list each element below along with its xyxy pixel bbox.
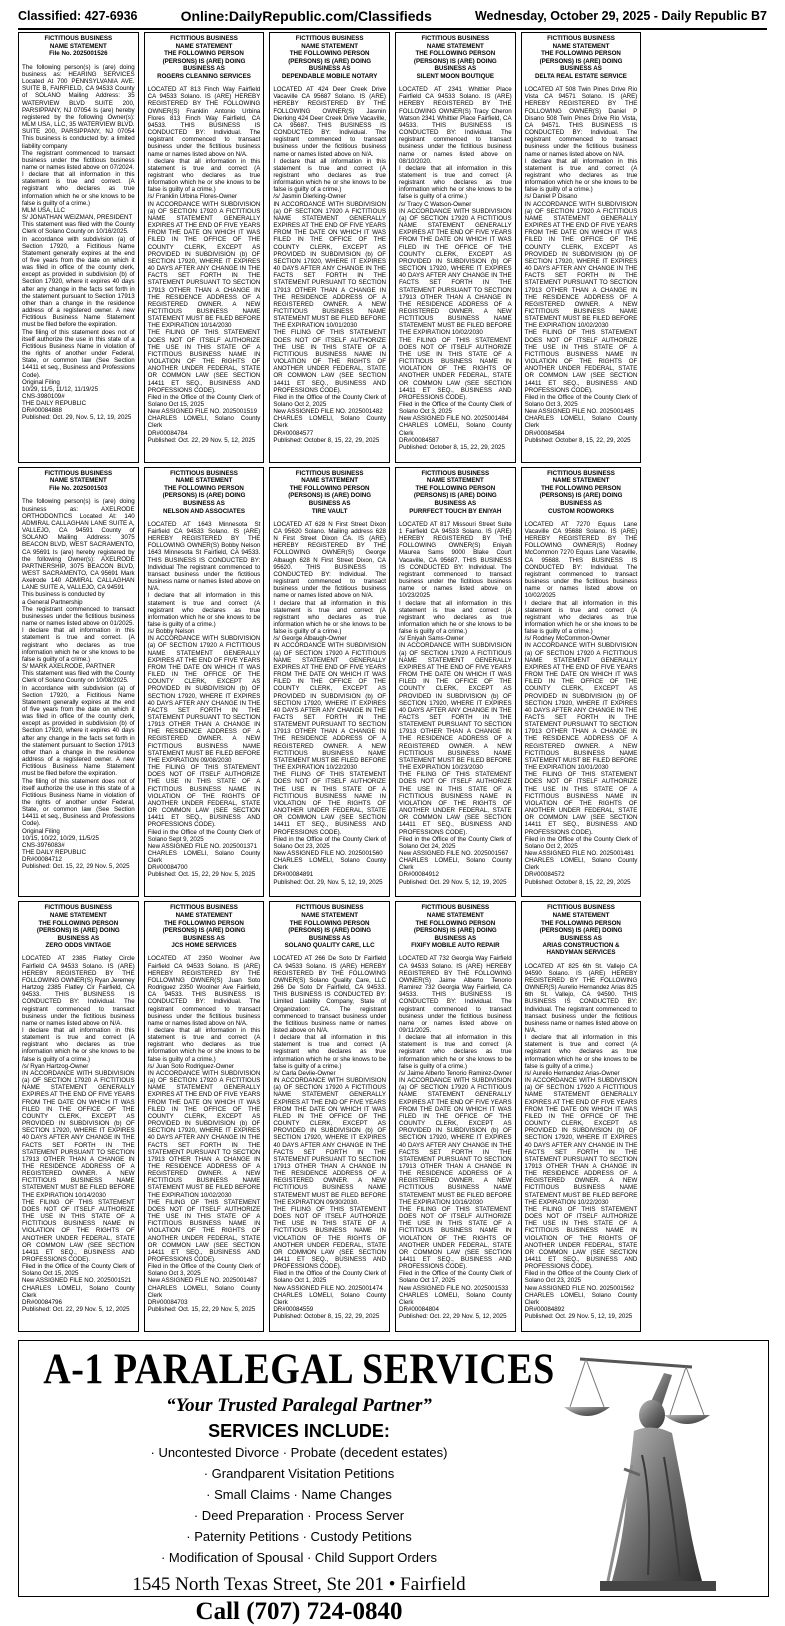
- notice-business-name: TIRE VAULT: [311, 507, 348, 515]
- notice-heading: THE FOLLOWING PERSON (PERSONS) IS (ARE) DOING BUSINESS AS: [413, 50, 497, 73]
- notice-business-name: SOLANO QUALITY CARE, LLC: [284, 942, 375, 950]
- ad-phone[interactable]: Call (707) 724-0840: [195, 1598, 403, 1625]
- notice-body: LOCATED AT 825 6th St. Vallejo CA 94590 Solano. IS (ARE) HEREBY REGISTERED BY THE FOLLOWING OWNER(S) Aurelio Hernandez Arias 825 6th St. Vallejo, CA 94590. THIS BUSINESS IS CONDUCTED BY: Individual. The registrant commenced to transact business under the fictitious business name or names listed above on N/A. I declare that all information in this statement is true and correct (A registrant who declares as true information which he or she knows to be false is guilty of a crime.) /s/ Aurelio Hernandez Arias-Owner IN ACCORDANCE WITH SUBDIVISION (a) OF SECTION 17920 A FICTITIOUS NAME STATEMENT GENERALLY EXPIRES AT THE END OF FIVE YEARS FROM THE DATE ON WHICH IT WAS FILED IN THE OFFICE OF THE COUNTY CLERK, EXCEPT AS PROVIDED IN SUBDIVISION (b) OF SECTION 17920, WHERE IT EXPIRES 40 DAYS AFTER ANY CHANGE IN THE FACTS SET FORTH IN THE STATEMENT PURSUANT TO SECTION 17913 OTHER THAN A CHANGE IN THE RESIDENCE ADDRESS OF A REGISTERED OWNER. A NEW FICTITIOUS BUSINESS NAME STATEMENT MUST BE FILED BEFORE THE EXPIRATION 10/22/2030 THE FILING OF THIS STATEMENT DOES NOT OF ITSELF AUTHORIZE THE USE IN THIS STATE OF A FICTITIOUS BUSINESS NAME IN VIOLATION OF THE RIGHTS OF ANOTHER UNDER FEDERAL, STATE OR COMMON LAW (SEE SECTION 14411 ET SEQ., BUSINESS AND PROFESSIONS CODE). Filed in the Office of the County Clerk of Solano Oct 23, 2025 New ASSIGNED FILE NO. 2025001562 CHARLES LOMELI, Solano County Clerk DR#00084892 Published: Oct. 29 Nov. 5, 12, 19, 2025: [524, 962, 638, 1321]
- notice-heading: FICTITIOUS BUSINESS: [44, 469, 113, 477]
- notice-heading: NAME STATEMENT: [301, 911, 359, 919]
- notice-body: LOCATED AT 424 Deer Creek Drive Vacaville CA 95687 Solano. IS (ARE) HEREBY REGISTERED BY THE FOLLOWING OWNER(S) Jasmin Dierking 424 Deer Creek Drive Vacaville, CA 95687. THIS BUSINESS IS CONDUCTED BY: Individual. The registrant commenced to transact business under the fictitious business name or names listed above on N/A. I declare that all information in this statement is true and correct (A registrant who declares as true information which he or she knows to be false is guilty of a crime.) /s/ Jasmin Dierking-Owner IN ACCORDANCE WITH SUBDIVISION (a) OF SECTION 17920 A FICTITIOUS NAME STATEMENT GENERALLY EXPIRES AT THE END OF FIVE YEARS FROM THE DATE ON WHICH IT WAS FILED IN THE OFFICE OF THE COUNTY CLERK, EXCEPT AS PROVIDED IN SUBDIVISION (b) OF SECTION 17920, WHERE IT EXPIRES 40 DAYS AFTER ANY CHANGE IN THE FACTS SET FORTH IN THE STATEMENT PURSUANT TO SECTION 17913 OTHER THAN A CHANGE IN THE RESIDENCE ADDRESS OF A REGISTERED OWNER. A NEW FICTITIOUS BUSINESS NAME STATEMENT MUST BE FILED BEFORE THE EXPIRATION 10/01/2030 THE FILING OF THIS STATEMENT DOES NOT OF ITSELF AUTHORIZE THE USE IN THIS STATE OF A FICTITIOUS BUSINESS NAME IN VIOLATION OF THE RIGHTS OF ANOTHER UNDER FEDERAL, STATE OR COMMON LAW (SEE SECTION 14411 ET SEQ., BUSINESS AND PROFESSIONS CODE). Filed in the Office of the County Clerk of Solano Oct 2, 2025 New ASSIGNED FILE NO. 2025001482 CHARLES LOMELI, Solano County Clerk DR#00084577 Published: October 8, 15, 22, 29, 2025: [273, 86, 386, 444]
- notice-business-name: ROGERS CLEANING SERVICES: [157, 72, 251, 80]
- ad-services-list: [19, 1442, 579, 1568]
- classified-phone: Classified: 427-6936: [18, 9, 138, 23]
- legal-notice: [144, 32, 265, 463]
- legal-notice: [269, 467, 390, 898]
- legal-notice: [395, 467, 516, 898]
- page-header: [18, 4, 767, 30]
- notice-heading: FICTITIOUS BUSINESS: [170, 469, 238, 477]
- ad-title: A-1 PARALEGAL SERVICES: [43, 1344, 555, 1394]
- notices-grid: [18, 32, 767, 1332]
- notice-heading: FICTITIOUS BUSINESS: [44, 35, 113, 42]
- notice-heading: NAME STATEMENT: [49, 911, 107, 919]
- notice-body: LOCATED AT 813 Finch Way Fairfield CA 94533 Solano. IS (ARE) HEREBY REGISTERED BY THE FOLLOWING OWNER(S) Franklin Antonio Urbina Flores 813 Finch Way Fairfield, CA 94533. THIS BUSINESS IS CONDUCTED BY: Individual. The registrant commenced to transact business under the fictitious business name or names listed above on N/A. I declare that all information in this statement is true and correct (A registrant who declares as true information which he or she knows to be false is guilty of a crime.) /s/ Franklin Urbina Flores-Owner IN ACCORDANCE WITH SUBDIVISION (a) OF SECTION 17920 A FICTITIOUS NAME STATEMENT GENERALLY EXPIRES AT THE END OF FIVE YEARS FROM THE DATE ON WHICH IT WAS FILED IN THE OFFICE OF THE COUNTY CLERK, EXCEPT AS PROVIDED IN SUBDIVISION (b) OF SECTION 17920, WHERE IT EXPIRES 40 DAYS AFTER ANY CHANGE IN THE FACTS SET FORTH IN THE STATEMENT PURSUANT TO SECTION 17913 OTHER THAN A CHANGE IN THE RESIDENCE ADDRESS OF A REGISTERED OWNER. A NEW FICTITIOUS BUSINESS NAME STATEMENT MUST BE FILED BEFORE THE EXPIRATION 10/14/2030 THE FILING OF THIS STATEMENT DOES NOT OF ITSELF AUTHORIZE THE USE IN THIS STATE OF A FICTITIOUS BUSINESS NAME IN VIOLATION OF THE RIGHTS OF ANOTHER UNDER FEDERAL, STATE OR COMMON LAW (SEE SECTION 14411 ET SEQ., BUSINESS AND PROFESSIONS CODE). Filed in the Office of the County Clerk of Solano Oct 15, 2025 New ASSIGNED FILE NO. 2025001519 CHARLES LOMELI, Solano County Clerk DR#00084784 Published: Oct. 22, 29 Nov. 5, 12, 2025: [147, 86, 261, 444]
- legal-notice: [521, 901, 642, 1332]
- notice-heading: FICTITIOUS BUSINESS: [547, 469, 615, 477]
- legal-notice: [521, 32, 642, 463]
- notice-body: The following person(s) is (are) doing business as: AXELRODE ORTHODONTICS Located At: 140 ADMIRAL CALLAGHAN LANE SUITE A, VALLEJO, CA 94591 County of SOLANO Mailing Address: 3075 BEACON BLVD, WEST SACRAMENTO, CA 95691 Is (are) hereby registered by the following Owner(s): AXELRODE PARTNERSHIP, 3075 BEACON BLVD, WEST SACRAMENTO, CA 95691 Mark Axelrode 140 ADMIRAL CALLAGHAN LANE SUITE A, VALLEJO, CA 94591 This business is conducted by a General Partnership The registrant commenced to transact businesses under the fictitious business name or names listed above on 01/2025. I declare that all information in this statement is true and correct. (A registrant who declares as true information which he or she knows to be false is guilty of a crime.) S/ MARK AXELRODE, PARTNER This statement was filed with the County Clerk of Solano County on 10/08/2025. In accordance with subdivision (a) of Section 17920, a Fictitious Name Statement generally expires at the end of five years from the date on which it was filed in office of the county clerk, except as provided in subdivision (b) of Section 17920, where it expires 40 days after any change in the facts set forth in the statement pursuant to Section 17913 other than a change in the residence address of a registered owner. A new Fictitious Business Name Statement must be filed before the expiration. The filing of this statement does not of itself authorize the use in this state of a Fictitious Business Name in violation of the rights of another under Federal, State, or common law (See Section 14411 et seq., Business and Professions Code). Original Filing 10/15, 10/22, 10/29, 11/5/25 CNS-3976083# THE DAILY REPUBLIC DR#00084712 Published: Oct. 15, 22, 29 Nov. 5, 2025: [22, 498, 135, 871]
- notice-business-name: JCS HOME SERVICES: [171, 942, 237, 950]
- notice-heading: NAME STATEMENT: [301, 477, 359, 485]
- notice-heading: THE FOLLOWING PERSON (PERSONS) IS (ARE) DOING BUSINESS AS: [162, 50, 246, 73]
- legal-notice: [395, 32, 516, 463]
- notice-business-name: DEPENDABLE MOBILE NOTARY: [281, 72, 378, 80]
- legal-notice: [521, 467, 642, 898]
- legal-notice: [269, 32, 390, 463]
- paralegal-ad: [18, 1340, 769, 1625]
- ad-service-line: · Grandparent Visitation Petitions: [203, 1466, 395, 1481]
- notice-heading: FICTITIOUS BUSINESS: [421, 904, 490, 912]
- ad-text-block: [19, 1344, 579, 1626]
- notice-body: LOCATED AT 2350 Woolner Ave Fairfield CA 94533 Solano. IS (ARE) HEREBY REGISTERED BY THE FOLLOWING OWNER(S) Juan Soto Rodriguez 2350 Woolner Ave Fairfield, CA 94533. THIS BUSINESS IS CONDUCTED BY: Individual. The registrant commenced to transact business under the fictitious business name or names listed above on N/A. I declare that all information in this statement is true and correct (A registrant who declares as true information which he or she knows to be false is guilty of a crime.) /s/ Juan Soto Rodriguez-Owner IN ACCORDANCE WITH SUBDIVISION (a) OF SECTION 17920 A FICTITIOUS NAME STATEMENT GENERALLY EXPIRES AT THE END OF FIVE YEARS FROM THE DATE ON WHICH IT WAS FILED IN THE OFFICE OF THE COUNTY CLERK, EXCEPT AS PROVIDED IN SUBDIVISION (b) OF SECTION 17920, WHERE IT EXPIRES 40 DAYS AFTER ANY CHANGE IN THE FACTS SET FORTH IN THE STATEMENT PURSUANT TO SECTION 17913 OTHER THAN A CHANGE IN THE RESIDENCE ADDRESS OF A REGISTERED OWNER. A NEW FICTITIOUS BUSINESS NAME STATEMENT MUST BE FILED BEFORE THE EXPIRATION 10/02/2030 THE FILING OF THIS STATEMENT DOES NOT OF ITSELF AUTHORIZE THE USE IN THIS STATE OF A FICTITIOUS BUSINESS NAME IN VIOLATION OF THE RIGHTS OF ANOTHER UNDER FEDERAL, STATE OR COMMON LAW (SEE SECTION 14411 ET SEQ., BUSINESS AND PROFESSIONS CODE). Filed in the Office of the County Clerk of Solano Oct 3, 2025 New ASSIGNED FILE NO. 2025001487 CHARLES LOMELI, Solano County Clerk DR#00084703 Published: Oct. 15, 22, 29 Nov. 5, 2025: [147, 955, 261, 1314]
- notice-heading: NAME STATEMENT: [552, 42, 610, 50]
- notice-heading: NAME STATEMENT: [301, 42, 359, 50]
- notice-heading: NAME STATEMENT: [552, 911, 610, 919]
- notice-business-name: CUSTOM RODWORKS: [548, 507, 614, 515]
- ad-service-line: · Modification of Spousal · Child Support Orders: [160, 1550, 437, 1565]
- ad-tagline: “Your Trusted Paralegal Partner”: [166, 1395, 432, 1416]
- notice-business-name: ARIAS CONSTRUCTION & HANDYMAN SERVICES: [542, 942, 620, 957]
- notice-body: LOCATED AT 266 De Soto Dr Fairfield CA 94533 Solano. IS (ARE) HEREBY REGISTERED BY THE FOLLOWING OWNER(S) Solano Quality Care, LLC 266 De Soto Dr Fairfield, CA 94533. THIS BUSINESS IS CONDUCTED BY: Limited Liability Company, State of Organization: CA. The registrant commenced to transact business under the fictitious business name or names listed above on N/A. I declare that all information in this statement is true and correct (A registrant who declares as true information which he or she knows to be false is guilty of a crime.) /s/ Carla Devlie-Owner IN ACCORDANCE WITH SUBDIVISION (a) OF SECTION 17920 A FICTITIOUS NAME STATEMENT GENERALLY EXPIRES AT THE END OF FIVE YEARS FROM THE DATE ON WHICH IT WAS FILED IN THE OFFICE OF THE COUNTY CLERK, EXCEPT AS PROVIDED IN SUBDIVISION (b) OF SECTION 17920, WHERE IT EXPIRES 40 DAYS AFTER ANY CHANGE IN THE FACTS SET FORTH IN THE STATEMENT PURSUANT TO SECTION 17913 OTHER THAN A CHANGE IN THE RESIDENCE ADDRESS OF A REGISTERED OWNER. A NEW FICTITIOUS BUSINESS NAME STATEMENT MUST BE FILED BEFORE THE EXPIRATION 09/30/2030. THE FILING OF THIS STATEMENT DOES NOT OF ITSELF AUTHORIZE THE USE IN THIS STATE OF A FICTITIOUS BUSINESS NAME IN VIOLATION OF THE RIGHTS OF ANOTHER UNDER FEDERAL, STATE OR COMMON LAW (SEE SECTION 14411 ET SEQ., BUSINESS AND PROFESSIONS CODE). Filed in the Office of the County Clerk of Solano Oct 1, 2025 New ASSIGNED FILE NO. 2025001474 CHARLES LOMELI, Solano County Clerk DR#00084559 Published: October 8, 15, 22, 29, 2025: [273, 955, 386, 1321]
- notice-business-name: SILENT MOON BOUTIQUE: [416, 72, 494, 80]
- notice-heading: NAME STATEMENT: [426, 42, 484, 50]
- notice-heading: FICTITIOUS BUSINESS: [295, 904, 364, 912]
- notice-heading: FICTITIOUS BUSINESS: [421, 35, 490, 42]
- notice-body: LOCATED AT 628 N First Street Dixon CA 95620 Solano. Mailing address 628 N First Street Dixon CA. IS (ARE) HEREBY REGISTERED BY THE FOLLOWING OWNER(S) George Albaugh 628 N First Street Dixon, CA 95620. THIS BUSINESS IS CONDUCTED BY: Individual. The registrant commenced to transact business under the fictitious business name or names listed above on N/A. I declare that all information in this statement is true and correct (A registrant who declares as true information which he or she knows to be false is guilty of a crime.) /s/ George Albaugh-Owner IN ACCORDANCE WITH SUBDIVISION (a) OF SECTION 17920 A FICTITIOUS NAME STATEMENT GENERALLY EXPIRES AT THE END OF FIVE YEARS FROM THE DATE ON WHICH IT WAS FILED IN THE OFFICE OF THE COUNTY CLERK, EXCEPT AS PROVIDED IN SUBDIVISION (b) OF SECTION 17920, WHERE IT EXPIRES 40 DAYS AFTER ANY CHANGE IN THE FACTS SET FORTH IN THE STATEMENT PURSUANT TO SECTION 17913 OTHER THAN A CHANGE IN THE RESIDENCE ADDRESS OF A REGISTERED OWNER. A NEW FICTITIOUS BUSINESS NAME STATEMENT MUST BE FILED BEFORE THE EXPIRATION 10/22/2030 THE FILING OF THIS STATEMENT DOES NOT OF ITSELF AUTHORIZE THE USE IN THIS STATE OF A FICTITIOUS BUSINESS NAME IN VIOLATION OF THE RIGHTS OF ANOTHER UNDER FEDERAL, STATE OR COMMON LAW (SEE SECTION 14411 ET SEQ., BUSINESS AND PROFESSIONS CODE). Filed in the Office of the County Clerk of Solano Oct 23, 2025 New ASSIGNED FILE NO. 2025001560 CHARLES LOMELI, Solano County Clerk DR#00084891 Published: Oct. 29, Nov. 5, 12, 19, 2025: [273, 520, 386, 886]
- notice-body: LOCATED AT 732 Georgia Way Fairfield CA 94533 Solano. IS (ARE) HEREBY REGISTERED BY THE FOLLOWING OWNER(S) Jaime Alberto Tenorio Ramirez 732 Georgia Way Fairfield, CA 94533. THIS BUSINESS IS CONDUCTED BY: Individual. The registrant commenced to transact business under the fictitious business name or names listed above on 09/11/2025. I declare that all information in this statement is true and correct (A registrant who declares as true information which he or she knows to be false is guilty of a crime.) /s/ Jaime Alberto Tenorio Ramirez-Owner IN ACCORDANCE WITH SUBDIVISION (a) OF SECTION 17920 A FICTITIOUS NAME STATEMENT GENERALLY EXPIRES AT THE END OF FIVE YEARS FROM THE DATE ON WHICH IT WAS FILED IN THE OFFICE OF THE COUNTY CLERK, EXCEPT AS PROVIDED IN SUBDIVISION (b) OF SECTION 17920, WHERE IT EXPIRES 40 DAYS AFTER ANY CHANGE IN THE FACTS SET FORTH IN THE STATEMENT PURSUANT TO SECTION 17913 OTHER THAN A CHANGE IN THE RESIDENCE ADDRESS OF A REGISTERED OWNER. A NEW FICTITIOUS BUSINESS NAME STATEMENT MUST BE FILED BEFORE THE EXPIRATION 10/16/2030 THE FILING OF THIS STATEMENT DOES NOT OF ITSELF AUTHORIZE THE USE IN THIS STATE OF A FICTITIOUS BUSINESS NAME IN VIOLATION OF THE RIGHTS OF ANOTHER UNDER FEDERAL, STATE OR COMMON LAW (SEE SECTION 14411 ET SEQ., BUSINESS AND PROFESSIONS CODE). Filed in the Office of the County Clerk of Solano Oct 17, 2025 New ASSIGNED FILE NO. 2025001533 CHARLES LOMELI, Solano County Clerk DR#00084804 Published: Oct. 22, 29 Nov. 5, 12, 2025: [398, 955, 512, 1321]
- notice-body: LOCATED AT 2385 Flatley Circle Fairfield CA 94533 Solano. IS (ARE) HEREBY REGISTERED BY THE FOLLOWING OWNER(S) Ryan Jeremey Hartzog 2385 Flatley Cir Fairfield, CA 94533. THIS BUSINESS IS CONDUCTED BY: Individual. The registrant commenced to transact business under the fictitious business name or names listed above on N/A. I declare that all information in this statement is true and correct (A registrant who declares as true information which he or she knows to be false is guilty of a crime.) /s/ Ryan Hartzog-Owner IN ACCORDANCE WITH SUBDIVISION (a) OF SECTION 17920 A FICTITIOUS NAME STATEMENT GENERALLY EXPIRES AT THE END OF FIVE YEARS FROM THE DATE ON WHICH IT WAS FILED IN THE OFFICE OF THE COUNTY CLERK, EXCEPT AS PROVIDED IN SUBDIVISION (b) OF SECTION 17920, WHERE IT EXPIRES 40 DAYS AFTER ANY CHANGE IN THE FACTS SET FORTH IN THE STATEMENT PURSUANT TO SECTION 17913 OTHER THAN A CHANGE IN THE RESIDENCE ADDRESS OF A REGISTERED OWNER. A NEW FICTITIOUS BUSINESS NAME STATEMENT MUST BE FILED BEFORE THE EXPIRATION 10/14/2030 THE FILING OF THIS STATEMENT DOES NOT OF ITSELF AUTHORIZE THE USE IN THIS STATE OF A FICTITIOUS BUSINESS NAME IN VIOLATION OF THE RIGHTS OF ANOTHER UNDER FEDERAL, STATE OR COMMON LAW (SEE SECTION 14411 ET SEQ., BUSINESS AND PROFESSIONS CODE). Filed in the Office of the County Clerk of Solano Oct 15, 2025 New ASSIGNED FILE NO. 2025001521 CHARLES LOMELI, Solano County Clerk DR#00084796 Published: Oct. 22, 29 Nov. 5, 12, 2025: [22, 955, 135, 1314]
- notice-body: LOCATED AT 1643 Minnesota St Fairfield CA 94533 Solano. IS (ARE) HEREBY REGISTERED BY THE FOLLOWING OWNER(S) Bobby Nelson 1643 Minnesota St Fairfield, CA 94533. THIS BUSINESS IS CONDUCTED BY: Individual The registrant commenced to transact business under the fictitious business name or names listed above on N/A. I declare that all information in this statement is true and correct (A registrant who declares as true information which he or she knows to be false is guilty of a crime.) /s/ Bobby Nelson IN ACCORDANCE WITH SUBDIVISION (a) OF SECTION 17920 A FICTITIOUS NAME STATEMENT GENERALLY EXPIRES AT THE END OF FIVE YEARS FROM THE DATE ON WHICH IT WAS FILED IN THE OFFICE OF THE COUNTY CLERK, EXCEPT AS PROVIDED IN SUBDIVISION (b) OF SECTION 17920, WHERE IT EXPIRES 40 DAYS AFTER ANY CHANGE IN THE FACTS SET FORTH IN THE STATEMENT PURSUANT TO SECTION 17913 OTHER THAN A CHANGE IN THE RESIDENCE ADDRESS OF A REGISTERED OWNER. A NEW FICTITIOUS BUSINESS NAME STATEMENT MUST BE FILED BEFORE THE EXPIRATION 09/08/2030 THE FILING OF THIS STATEMENT DOES NOT OF ITSELF AUTHORIZE THE USE IN THIS STATE OF A FICTITIOUS BUSINESS NAME IN VIOLATION OF THE RIGHTS OF ANOTHER UNDER FEDERAL, STATE OR COMMON LAW (SEE SECTION 14411 ET SEQ., BUSINESS AND PROFESSIONS CODE). Filed in the Office of the County Clerk of Solano Sept 9, 2025 New ASSIGNED FILE NO. 2025001371 CHARLES LOMELI, Solano County Clerk DR#00084700 Published: Oct. 15, 22, 29 Nov. 5, 2025: [147, 520, 261, 879]
- notice-business-name: FIXIFY MOBILE AUTO REPAIR: [411, 942, 500, 950]
- notice-heading: THE FOLLOWING PERSON (PERSONS) IS (ARE) DOING BUSINESS AS: [36, 919, 120, 942]
- notice-heading: THE FOLLOWING PERSON (PERSONS) IS (ARE) DOING BUSINESS AS: [288, 50, 372, 73]
- notice-heading: THE FOLLOWING PERSON (PERSONS) IS (ARE) DOING BUSINESS AS: [539, 919, 623, 942]
- notice-body: LOCATED AT 817 Missouri Street Suite 1 Fairfield CA 94533 Solano. IS (ARE) HEREBY REGISTERED BY THE FOLLOWING OWNER(S) Eniyah Maurea Sams 9000 Blake Court Vacaville, CA 95687. THIS BUSINESS IS CONDUCTED BY: Individual. The registrant commenced to transact business under the fictitious business name or names listed above on 10/23/2025 I declare that all information in this statement is true and correct (A registrant who declares as true information which he or she knows to be false is guilty of a crime.) /s/ Eniyah Sams-Owner IN ACCORDANCE WITH SUBDIVISION (a) OF SECTION 17920 A FICTITIOUS NAME STATEMENT GENERALLY EXPIRES AT THE END OF FIVE YEARS FROM THE DATE ON WHICH IT WAS FILED IN THE OFFICE OF THE COUNTY CLERK, EXCEPT AS PROVIDED IN SUBDIVISION (b) OF SECTION 17920, WHERE IT EXPIRES 40 DAYS AFTER ANY CHANGE IN THE FACTS SET FORTH IN THE STATEMENT PURSUANT TO SECTION 17913 OTHER THAN A CHANGE IN THE RESIDENCE ADDRESS OF A REGISTERED OWNER. A NEW FICTITIOUS BUSINESS NAME STATEMENT MUST BE FILED BEFORE THE EXPIRATION 10/23/2030 THE FILING OF THIS STATEMENT DOES NOT OF ITSELF AUTHORIZE THE USE IN THIS STATE OF A FICTITIOUS BUSINESS NAME IN VIOLATION OF THE RIGHTS OF ANOTHER UNDER FEDERAL, STATE OR COMMON LAW (SEE SECTION 14411 ET SEQ., BUSINESS AND PROFESSIONS CODE). Filed in the Office of the County Clerk of Solano Oct 24, 2025 New ASSIGNED FILE NO. 2025001567 CHARLES LOMELI, Solano County Clerk DR#00084912 Published: Oct. 29 Nov. 5, 12, 19, 2025: [398, 520, 512, 886]
- notice-body: LOCATED AT 2341 Whittier Place Fairfield CA 94533 Solano. IS (ARE) HEREBY REGISTERED BY THE FOLLOWING OWNER(S) Tracy Cheron Watson 2341 Whittier Place Fairfield, CA 94533. THIS BUSINESS IS CONDUCTED BY: Individual. The registrant commenced to transact business under the fictitious business name or names listed above on 08/10/2020. I declare that all information in this statement is true and correct (A registrant who declares as true information which he or she knows to be false is guilty of a crime.) /s/ Tracy C Watson-Owner IN ACCORDANCE WITH SUBDIVISION (a) OF SECTION 17920 A FICTITIOUS NAME STATEMENT GENERALLY EXPIRES AT THE END OF FIVE YEARS FROM THE DATE ON WHICH IT WAS FILED IN THE OFFICE OF THE COUNTY CLERK, EXCEPT AS PROVIDED IN SUBDIVISION (b) OF SECTION 17920, WHERE IT EXPIRES 40 DAYS AFTER ANY CHANGE IN THE FACTS SET FORTH IN THE STATEMENT PURSUANT TO SECTION 17913 OTHER THAN A CHANGE IN THE RESIDENCE ADDRESS OF A REGISTERED OWNER. A NEW FICTITIOUS BUSINESS NAME STATEMENT MUST BE FILED BEFORE THE EXPIRATION 10/02/2030 THE FILING OF THIS STATEMENT DOES NOT OF ITSELF AUTHORIZE THE USE IN THIS STATE OF A FICTITIOUS BUSINESS NAME IN VIOLATION OF THE RIGHTS OF ANOTHER UNDER FEDERAL, STATE OR COMMON LAW (SEE SECTION 14411 ET SEQ., BUSINESS AND PROFESSIONS CODE). Filed in the Office of the County Clerk of Solano Oct 3, 2025 New ASSIGNED FILE NO. 2025001484 CHARLES LOMELI, Solano County Clerk DR#00084587 Published: October 8, 15, 22, 29, 2025: [398, 86, 512, 451]
- lady-justice-statue-icon: [552, 1345, 762, 1593]
- notice-heading: THE FOLLOWING PERSON (PERSONS) IS (ARE) DOING BUSINESS AS: [162, 484, 246, 508]
- notice-heading: File No. 2025001526: [49, 50, 108, 58]
- legal-notice: [18, 901, 139, 1332]
- notice-heading: NAME STATEMENT: [49, 42, 107, 50]
- legal-notice: [269, 901, 390, 1332]
- notice-business-name: DELTA REAL ESTATE SERVICE: [535, 72, 627, 80]
- ad-service-line: · Deed Preparation · Process Server: [193, 1508, 405, 1523]
- legal-notice: [144, 901, 265, 1332]
- notice-business-name: ZERO ODDS VINTAGE: [45, 942, 112, 950]
- notice-heading: THE FOLLOWING PERSON (PERSONS) IS (ARE) DOING BUSINESS AS: [413, 484, 497, 508]
- notice-heading: FICTITIOUS BUSINESS: [170, 904, 238, 912]
- notice-heading: THE FOLLOWING PERSON (PERSONS) IS (ARE) DOING BUSINESS AS: [162, 919, 246, 942]
- ad-service-line: · Uncontested Divorce · Probate (decedent estates): [150, 1445, 448, 1460]
- notice-heading: THE FOLLOWING PERSON (PERSONS) IS (ARE) DOING BUSINESS AS: [288, 919, 372, 942]
- notice-heading: File No. 2025001503: [49, 484, 108, 492]
- notice-body: The following person(s) is (are) doing business as: HEARING SERVICES Located At 700 PENNSYLVANIA AVE. SUITE B, FAIRFIELD, CA 94533 County of SOLANO Mailing Address: 35 WATERVIEW BLVD SUITE 200, PARSIPPANY, NJ 07054 Is (are) hereby registered by the following Owner(s): MLM USA, LLC, 35 WATERVIEW BLVD. SUITE 200, PARSIPPANY, NJ 07054 This business is conducted by: a limited liability company The registrant commenced to transact business under the fictitious business name or names listed above on 07/2024. I declare that all information in this statement is true and correct. (A registrant who declares as true information which he or she knows to be false is guilty of a crime.) MLM USA, LLC S/ JONATHAN WEIZMAN, PRESIDENT This statement was filed with the County Clerk of Solano County on 10/16/2025. In accordance with subdivision (a) of Section 17920, a Fictitious Name Statement generally expires at the end of five years from the date on which it was filed in office of the county clerk, except as provided in subdivision (b) of Section 17920, where it expires 40 days after any change in the facts set forth in the statement pursuant to Section 17913 other than a change in the residence address of a registered owner. A new Fictitious Business Name Statement must be filed before the expiration. The filing of this statement does not of itself authorize the use in this state of a Fictitious Business Name in violation of the rights of another under Federal, State, or common law (See Section 14411 et seq., Business and Professions Code). Original Filing 10/29, 11/5, 11/12, 11/19/25 CNS-3980109# THE DAILY REPUBLIC DR#00084888 Published: Oct. 29, Nov. 5, 12, 19, 2025: [22, 63, 135, 422]
- ad-service-line: · Paternity Petitions · Custody Petitions: [186, 1529, 412, 1544]
- legal-notice: [395, 901, 516, 1332]
- notice-heading: FICTITIOUS BUSINESS: [44, 904, 113, 912]
- notice-heading: NAME STATEMENT: [426, 911, 484, 919]
- ad-services-heading: SERVICES INCLUDE:: [208, 1421, 390, 1441]
- notice-business-name: PURRFECT TOUCH BY ENIYAH: [409, 507, 502, 515]
- notice-heading: THE FOLLOWING PERSON (PERSONS) IS (ARE) DOING BUSINESS AS: [413, 919, 497, 942]
- ad-address: 1545 North Texas Street, Ste 201 • Fairfield: [132, 1574, 466, 1595]
- notice-heading: FICTITIOUS BUSINESS: [170, 35, 238, 42]
- legal-notice: [144, 467, 265, 898]
- notice-heading: THE FOLLOWING PERSON (PERSONS) IS (ARE) DOING BUSINESS AS: [288, 484, 372, 508]
- notice-heading: NAME STATEMENT: [426, 477, 484, 485]
- notice-body: LOCATED AT 508 Twin Pines Drive Rio Vista CA 94571 Solano. IS (ARE) HEREBY REGISTERED BY THE FOLLOWING OWNER(S) Daniel P Disano 508 Twin Pines Drive Rio Vista, CA 94571. THIS BUSINESS IS CONDUCTED BY: Individual. The registrant commenced to transact business under the fictitious business name or names listed above on N/A. I declare that all information in this statement is true and correct (A registrant who declares as true information which he or she knows to be false is guilty of a crime.) /s/ Daniel P Disano IN ACCORDANCE WITH SUBDIVISION (a) OF SECTION 17920 A FICTITIOUS NAME STATEMENT GENERALLY EXPIRES AT THE END OF FIVE YEARS FROM THE DATE ON WHICH IT WAS FILED IN THE OFFICE OF THE COUNTY CLERK, EXCEPT AS PROVIDED IN SUBDIVISION (b) OF SECTION 17920, WHERE IT EXPIRES 40 DAYS AFTER ANY CHANGE IN THE FACTS SET FORTH IN THE STATEMENT PURSUANT TO SECTION 17913 OTHER THAN A CHANGE IN THE RESIDENCE ADDRESS OF A REGISTERED OWNER. A NEW FICTITIOUS BUSINESS NAME STATEMENT MUST BE FILED BEFORE THE EXPIRATION 10/02/2030 THE FILING OF THIS STATEMENT DOES NOT OF ITSELF AUTHORIZE THE USE IN THIS STATE OF A FICTITIOUS BUSINESS NAME IN VIOLATION OF THE RIGHTS OF ANOTHER UNDER FEDERAL, STATE OR COMMON LAW (SEE SECTION 14411 ET SEQ., BUSINESS AND PROFESSIONS CODE). Filed in the Office of the County Clerk of Solano Oct 3, 2025 New ASSIGNED FILE NO. 2025001485 CHARLES LOMELI, Solano County Clerk DR#00084584 Published: October 8, 15, 22, 29, 2025: [524, 86, 638, 444]
- classifieds-url[interactable]: Online:DailyRepublic.com/Classifieds: [180, 8, 432, 24]
- notice-heading: NAME STATEMENT: [175, 911, 233, 919]
- notice-heading: THE FOLLOWING PERSON (PERSONS) IS (ARE) DOING BUSINESS AS: [539, 484, 623, 508]
- notice-heading: NAME STATEMENT: [175, 42, 233, 50]
- notice-heading: FICTITIOUS BUSINESS: [547, 35, 615, 42]
- notice-business-name: NELSON AND ASSOCIATES: [163, 507, 245, 515]
- notice-heading: FICTITIOUS BUSINESS: [295, 469, 364, 477]
- notice-heading: FICTITIOUS BUSINESS: [295, 35, 364, 42]
- notice-body: LOCATED AT 7270 Equus Lane Vacaville CA 95688 Solano. IS (ARE) HEREBY REGISTERED BY THE FOLLOWING OWNER(S) Rodney McCommon 7270 Equus Lane Vacaville, CA 95688. THIS BUSINESS IS CONDUCTED BY: Individual. The registrant commenced to transact business under the fictitious business name or names listed above on 10/02/2025 I declare that all information in this statement is true and correct (A registrant who declares as true information which he or she knows to be false is guilty of a crime.) /s/ Rodney McCommon-Owner IN ACCORDANCE WITH SUBDIVISION (a) OF SECTION 17920 A FICTITIOUS NAME STATEMENT GENERALLY EXPIRES AT THE END OF FIVE YEARS FROM THE DATE ON WHICH IT WAS FILED IN THE OFFICE OF THE COUNTY CLERK, EXCEPT AS PROVIDED IN SUBDIVISION (b) OF SECTION 17920, WHERE IT EXPIRES 40 DAYS AFTER ANY CHANGE IN THE FACTS SET FORTH IN THE STATEMENT PURSUANT TO SECTION 17913 OTHER THAN A CHANGE IN THE RESIDENCE ADDRESS OF A REGISTERED OWNER. A NEW FICTITIOUS BUSINESS NAME STATEMENT MUST BE FILED BEFORE THE EXPIRATION 10/01/2030 THE FILING OF THIS STATEMENT DOES NOT OF ITSELF AUTHORIZE THE USE IN THIS STATE OF A FICTITIOUS BUSINESS NAME IN VIOLATION OF THE RIGHTS OF ANOTHER UNDER FEDERAL, STATE OR COMMON LAW (SEE SECTION 14411 ET SEQ., BUSINESS AND PROFESSIONS CODE). Filed in the Office of the County Clerk of Solano Oct 2, 2025 New ASSIGNED FILE NO. 2025001481 CHARLES LOMELI, Solano County Clerk DR#00084572 Published: October 8, 15, 22, 29, 2025: [524, 520, 638, 886]
- notice-heading: NAME STATEMENT: [175, 477, 233, 485]
- legal-notice: [18, 467, 139, 898]
- legal-notice: [18, 32, 139, 463]
- notice-heading: FICTITIOUS BUSINESS: [547, 904, 615, 912]
- page-date: Wednesday, October 29, 2025 - Daily Republic B7: [474, 9, 767, 23]
- notice-heading: NAME STATEMENT: [552, 477, 610, 485]
- notice-heading: THE FOLLOWING PERSON (PERSONS) IS (ARE) DOING BUSINESS AS: [539, 50, 623, 73]
- notice-heading: NAME STATEMENT: [49, 477, 107, 485]
- ad-service-line: · Small Claims · Name Changes: [206, 1487, 392, 1502]
- notice-heading: FICTITIOUS BUSINESS: [421, 469, 490, 477]
